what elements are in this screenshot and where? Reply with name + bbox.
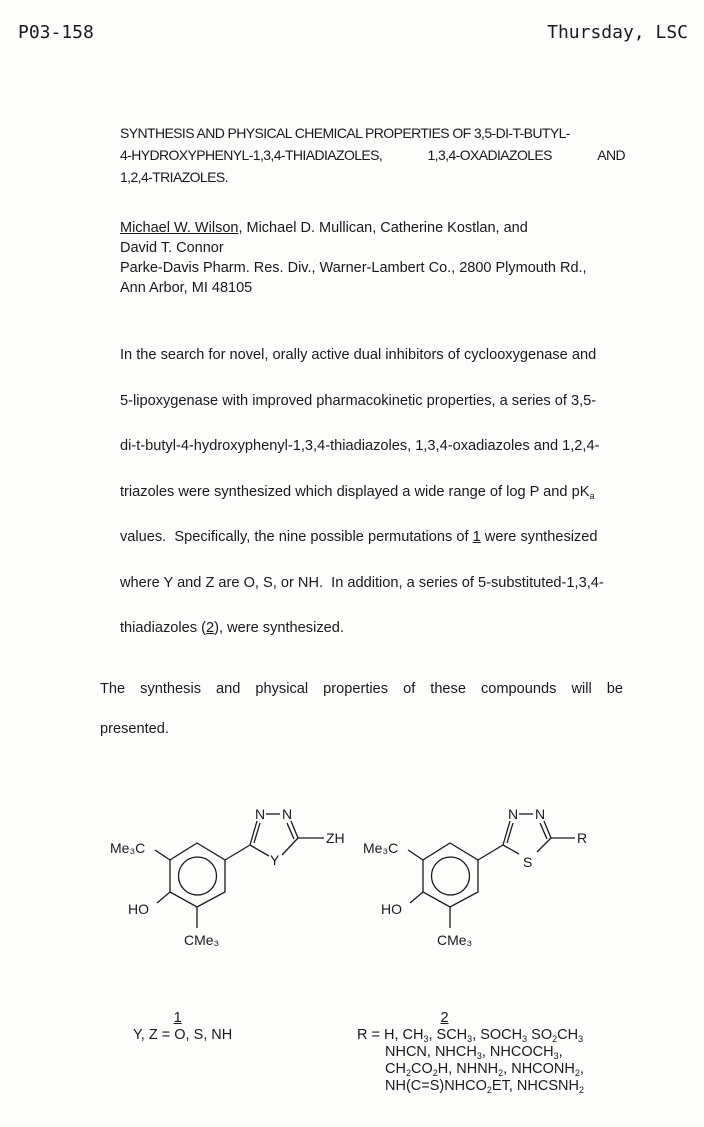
closing-text: compounds	[480, 681, 557, 697]
ho-label: HO	[381, 901, 402, 917]
abstract-text: where Y and Z are O, S, or NH. In addition, a series of 5-substituted-1,3,4-	[120, 574, 604, 591]
legend-text: CH	[385, 1061, 406, 1077]
n-label: N	[255, 806, 266, 822]
closing-text: synthesis	[140, 681, 202, 697]
structure-compound-2	[363, 806, 587, 948]
abstract-line	[120, 618, 623, 638]
subscript: 2	[432, 1068, 438, 1078]
substituent-label: ZH	[326, 830, 345, 846]
subscript: 2	[405, 1068, 411, 1078]
cme3-label: CMe₃	[437, 932, 473, 948]
legend-text: Y, Z = O, S, NH	[133, 1027, 233, 1043]
structure-compound-1	[110, 806, 345, 948]
title-text: 1,2,4-TRIAZOLES.	[120, 169, 228, 185]
legend-text: CH	[557, 1027, 579, 1043]
aromatic-circle	[179, 857, 217, 895]
legend-text: H, NHNH	[437, 1061, 499, 1077]
legend-line	[133, 1027, 232, 1044]
legend-text: SO	[527, 1027, 553, 1043]
session-label: Thursday, LSC	[547, 22, 688, 43]
me3c-label: Me₃C	[110, 840, 146, 856]
compound-1-legend	[133, 1010, 232, 1044]
closing-text: properties	[323, 681, 389, 697]
subscript: 2	[578, 1085, 584, 1095]
n-label: N	[535, 806, 546, 822]
closing-line	[100, 681, 623, 697]
compound-2-definition	[357, 1027, 584, 1095]
abstract-code: P03-158	[18, 22, 94, 43]
closing-text: these	[430, 681, 466, 697]
title-text: AND	[597, 147, 625, 163]
abstract-line	[120, 573, 623, 593]
abstract-text: values. Specifically, the nine possible permutations of	[120, 529, 473, 545]
chemical-structures	[0, 790, 704, 970]
abstract-line	[120, 436, 623, 456]
abstract-line	[120, 527, 623, 547]
ring-heteroatom-label: Y	[270, 852, 280, 868]
closing-line	[100, 721, 623, 737]
closing-text: and	[216, 681, 241, 697]
ho-label: HO	[128, 901, 149, 917]
subscript: 3	[423, 1034, 429, 1044]
legend-text: R = H, CH	[357, 1027, 424, 1043]
legend-text: ,	[558, 1044, 563, 1060]
title-line	[120, 144, 625, 166]
subscript: 3	[522, 1034, 528, 1044]
substituent-label: R	[577, 830, 588, 846]
subscript: 3	[467, 1034, 473, 1044]
affiliation: Parke-Davis Pharm. Res. Div., Warner-Lambert Co., 2800 Plymouth Rd.,	[120, 260, 587, 276]
compound-2-legend	[357, 1010, 584, 1095]
abstract-text: triazoles were synthesized which displayed a wide range of log P and pK	[120, 483, 590, 500]
closing-text: physical	[255, 681, 309, 697]
subscript: 2	[574, 1068, 580, 1078]
title-line	[120, 166, 625, 188]
n-label: N	[508, 806, 519, 822]
closing-text: will	[571, 681, 592, 697]
legend-line	[357, 1044, 584, 1061]
legend-text: NH(C=S)NHCO	[385, 1078, 487, 1094]
subscript: 3	[578, 1034, 584, 1044]
abstract-text: In the search for novel, orally active dual inhibitors of cyclooxygenase and	[120, 347, 597, 363]
closing-text: of	[403, 681, 416, 697]
legend-text: , SCH	[428, 1027, 468, 1043]
abstract-text: were synthesized	[480, 529, 598, 545]
compound-number: 2	[440, 1010, 449, 1026]
legend-text: , NHCOCH	[481, 1044, 554, 1060]
affiliation-address: Ann Arbor, MI 48105	[120, 280, 253, 296]
ring-heteroatom-label: S	[523, 854, 533, 870]
closing-text: The	[100, 681, 126, 697]
legend-line	[357, 1078, 584, 1095]
aromatic-circle	[432, 857, 470, 895]
abstract-text: thiadiazoles (	[120, 620, 206, 636]
abstract-line	[120, 345, 623, 365]
subscript: 2	[486, 1085, 492, 1095]
compound-number: 1	[173, 1010, 182, 1026]
subscript: 2	[498, 1068, 504, 1078]
cme3-label: CMe₃	[184, 932, 220, 948]
abstract-text: ), were synthesized.	[214, 620, 344, 636]
me3c-label: Me₃C	[363, 840, 399, 856]
presenting-author: Michael W. Wilson	[120, 220, 239, 236]
n-label: N	[282, 806, 293, 822]
subscript: 3	[476, 1051, 482, 1061]
legend-line	[357, 1061, 584, 1078]
abstract-text: 2	[206, 620, 215, 636]
abstract-text: di-t-butyl-4-hydroxyphenyl-1,3,4-thiadiazoles, 1,3,4-oxadiazoles and 1,2,4-	[120, 438, 600, 454]
closing-text: presented.	[100, 721, 169, 737]
legend-text: ,	[579, 1061, 584, 1077]
legend-text: , NHCONH	[503, 1061, 575, 1077]
closing-text: be	[606, 681, 623, 697]
subscript: 3	[553, 1051, 559, 1061]
legend-text: CO	[410, 1061, 433, 1077]
abstract-text: 5-lipoxygenase with improved pharmacokinetic properties, a series of 3,5-	[120, 392, 597, 409]
co-authors-line2: David T. Connor	[120, 240, 224, 256]
legend-text: , SOCH	[472, 1027, 523, 1043]
authors-block	[120, 218, 587, 298]
abstract-line	[120, 391, 623, 411]
title-text: 1,3,4-OXADIAZOLES	[427, 147, 552, 163]
subscript: 2	[552, 1034, 558, 1044]
title-text: SYNTHESIS AND PHYSICAL CHEMICAL PROPERTIES OF 3,5-DI-T-BUTYL-	[120, 125, 570, 141]
subscript: a	[589, 490, 595, 501]
abstract-text: 1	[472, 529, 481, 545]
title-line	[120, 122, 625, 144]
compound-1-definition	[133, 1027, 232, 1044]
legend-text: ET, NHCSNH	[491, 1078, 579, 1094]
abstract-line	[120, 482, 623, 502]
title-text: 4-HYDROXYPHENYL-1,3,4-THIADIAZOLES,	[120, 147, 383, 163]
legend-text: NHCN, NHCH	[385, 1044, 477, 1060]
co-authors: , Michael D. Mullican, Catherine Kostlan, and	[238, 220, 528, 236]
legend-line	[357, 1027, 584, 1044]
paper-title	[120, 122, 625, 188]
